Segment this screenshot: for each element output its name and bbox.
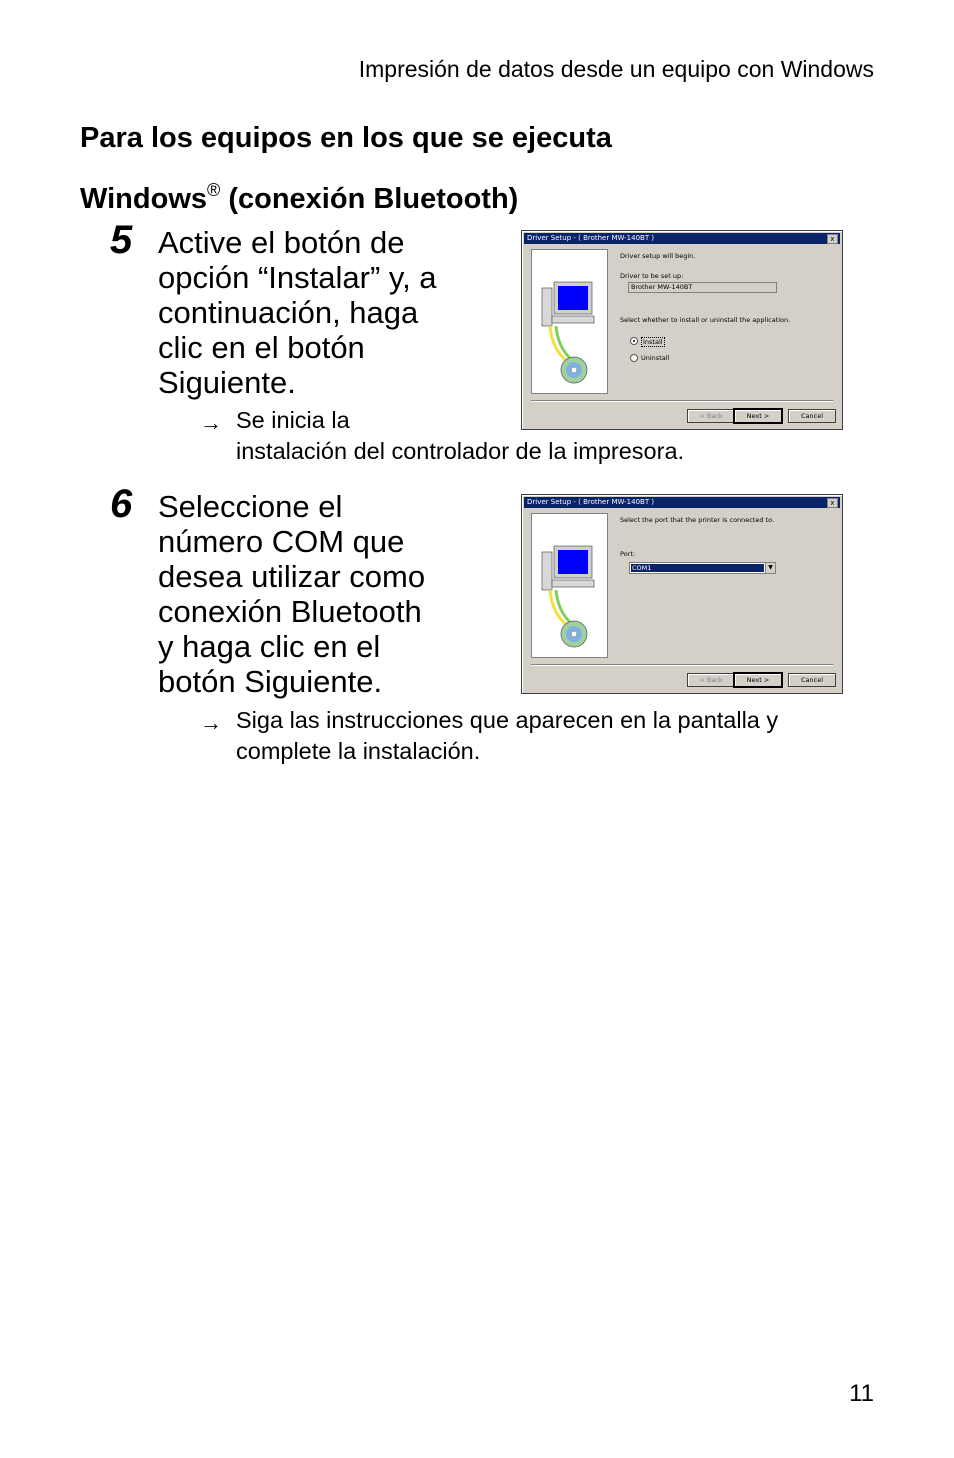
back-button[interactable]: < Back	[687, 673, 735, 687]
close-button[interactable]: x	[827, 234, 838, 244]
step-6-line: y haga clic en el	[158, 629, 381, 664]
dialog-separator	[531, 664, 833, 666]
computer-cd-icon	[532, 514, 607, 657]
computer-cd-icon	[532, 250, 607, 393]
port-select[interactable]	[629, 562, 776, 574]
driver-name-field: Brother MW-140BT	[628, 282, 777, 293]
close-button[interactable]: x	[827, 498, 838, 508]
driver-label: Driver to be set up:	[620, 272, 684, 280]
heading-connection: (conexión Bluetooth)	[220, 183, 519, 215]
step-5-line: opción “Instalar” y, a	[158, 260, 437, 295]
heading-line-1: Para los equipos en los que se ejecuta	[80, 122, 612, 154]
step-6-arrow: →	[200, 710, 222, 735]
dialog-message: Driver setup will begin.	[620, 252, 696, 260]
step-6-result-line: complete la instalación.	[236, 738, 481, 764]
dialog-titlebar	[524, 497, 840, 508]
registered-mark: ®	[207, 180, 221, 200]
section-heading	[80, 112, 612, 225]
driver-setup-dialog-install	[521, 230, 843, 430]
driver-setup-dialog-port	[521, 494, 843, 694]
step-5-number: 5	[110, 218, 133, 262]
step-6-line: desea utilizar como	[158, 559, 426, 594]
cancel-button[interactable]: Cancel	[788, 409, 836, 423]
step-5-instruction	[158, 225, 478, 400]
step-5-line: Siguiente.	[158, 365, 296, 400]
running-header: Impresión de datos desde un equipo con Windows	[358, 56, 874, 82]
step-5-result-line: instalación del controlador de la impresora.	[236, 438, 685, 464]
dialog-title: Driver Setup - ( Brother MW-140BT )	[527, 234, 655, 242]
chevron-down-icon[interactable]: ▼	[765, 563, 775, 573]
step-5-line: continuación, haga	[158, 295, 419, 330]
step-5-result-line: Se inicia la	[236, 407, 350, 433]
step-6-instruction	[158, 489, 478, 699]
back-button[interactable]: < Back	[687, 409, 735, 423]
step-5-arrow: →	[200, 410, 222, 435]
step-6-result-line: Siga las instrucciones que aparecen en la pantalla y	[236, 707, 779, 733]
port-select-value: COM1	[631, 564, 764, 572]
dialog-separator	[531, 400, 833, 402]
step-5-line: Active el botón de	[158, 225, 405, 260]
setup-illustration	[531, 513, 608, 658]
port-label: Port:	[620, 550, 636, 558]
step-6-line: conexión Bluetooth	[158, 594, 422, 629]
uninstall-radio[interactable]	[630, 354, 638, 362]
dialog-title: Driver Setup - ( Brother MW-140BT )	[527, 498, 655, 506]
dialog-titlebar	[524, 233, 840, 244]
cancel-button[interactable]: Cancel	[788, 673, 836, 687]
select-message: Select whether to install or uninstall the application.	[620, 316, 791, 324]
next-button[interactable]: Next >	[734, 673, 782, 687]
step-5-line: clic en el botón	[158, 330, 365, 365]
heading-line-2	[80, 164, 612, 225]
page-number: 11	[849, 1380, 874, 1407]
dialog-message: Select the port that the printer is connected to.	[620, 516, 775, 524]
install-radio-label[interactable]: Install	[643, 338, 663, 346]
next-button[interactable]: Next >	[734, 409, 782, 423]
setup-illustration	[531, 249, 608, 394]
install-radio[interactable]	[630, 337, 638, 345]
step-6-line: número COM que	[158, 524, 405, 559]
step-6-result	[236, 705, 778, 767]
uninstall-radio-label[interactable]: Uninstall	[641, 354, 670, 362]
step-6-line: botón Siguiente.	[158, 664, 383, 699]
step-6-line: Seleccione el	[158, 489, 343, 524]
heading-windows: Windows	[80, 183, 208, 215]
step-6-number: 6	[110, 482, 133, 526]
